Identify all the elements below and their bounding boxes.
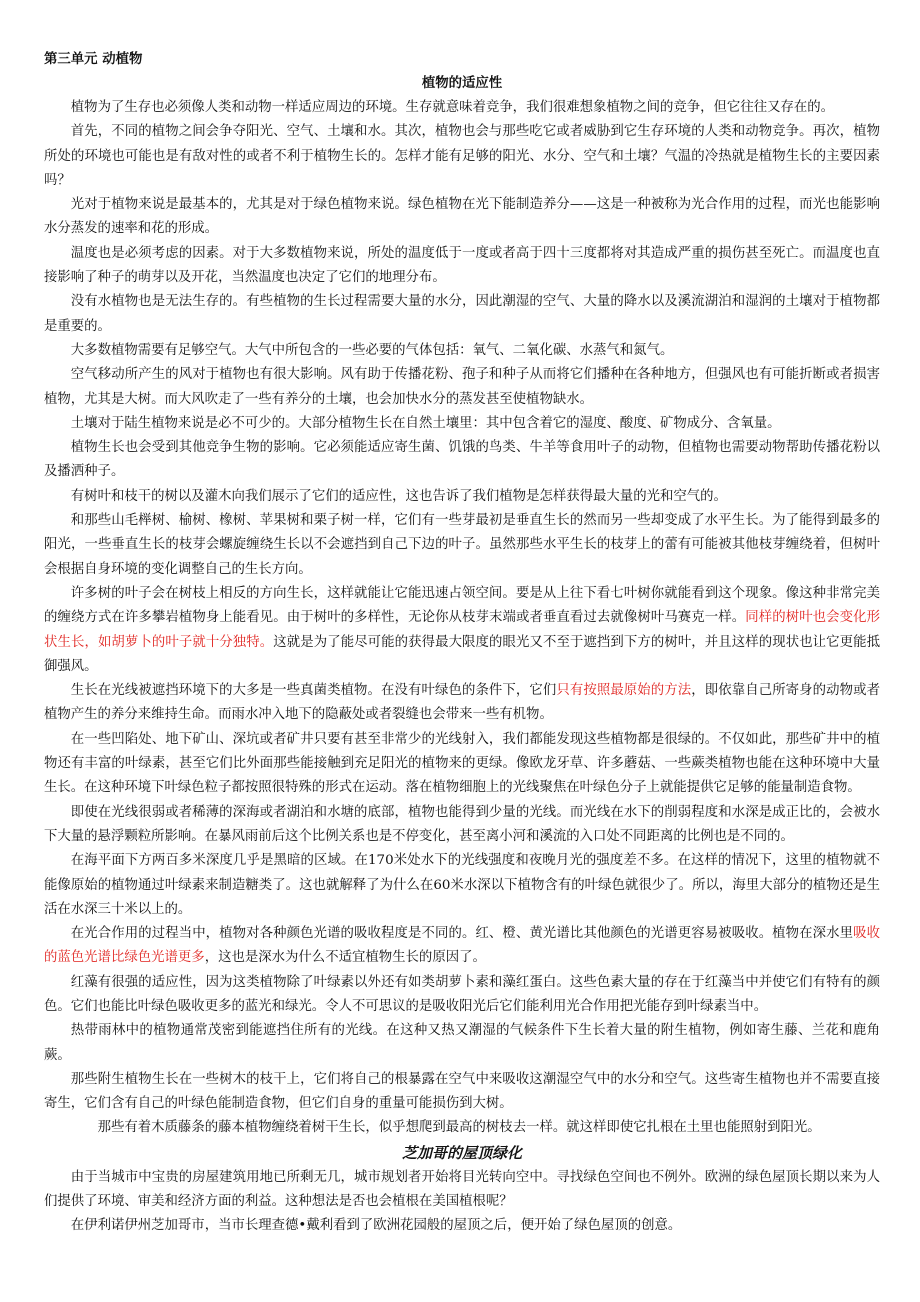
paragraph: 在伊利诺伊州芝加哥市，当市长理查德•戴利看到了欧洲花园般的屋顶之后，便开始了绿色屋顶的创意。 — [70, 1218, 682, 1234]
paragraph-text: ，这也是深水为什么不适宜植物生长的原因了。 — [204, 950, 486, 966]
highlighted-text: 只有按照最原始的方法 — [556, 683, 692, 699]
paragraph-with-highlight — [44, 582, 880, 679]
paragraph-with-highlight — [44, 922, 880, 971]
paragraph-text: 在光合作用的过程当中，植物对各种颜色光谱的吸收程度是不同的。红、橙、黄光谱比其他颜色的光谱更容易被吸收。植物在深水里 — [70, 926, 854, 942]
unit-title: 第三单元 动植物 — [44, 52, 143, 67]
paragraph: 热带雨林中的植物通常茂密到能遮挡住所有的光线。在这种又热又潮湿的气候条件下生长着大量的附生植物，例如寄生藤、兰花和鹿角蕨。 — [44, 1023, 880, 1063]
paragraph: 和那些山毛榉树、榆树、橡树、苹果树和栗子树一样，它们有一些芽最初是垂直生长的然而另一些却变成了水平生长。为了能得到最多的阳光，一些垂直生长的枝芽会螺旋缠绕生长以不会遮挡到自己下边的叶子。虽然那些水平生长的枝芽上的蕾有可能被其他枝芽缠绕着，但树叶会根据自身环境的变化调整自己的生长方向。 — [44, 513, 880, 577]
paragraph: 植物为了生存也必须像人类和动物一样适应周边的环境。生存就意味着竞争，我们很难想象植物之间的竞争，但它往往又存在的。 — [70, 100, 835, 115]
paragraph-text: 许多树的叶子会在树枝上相反的方向生长，这样就能让它能迅速占领空间。要是从上往下看七叶树你就能看到这个现象。像这种非常完美的缠绕方式在许多攀岩植物身上能看见。由于树叶的多样性，无论你从枝芽末端或者垂直看过去就像树叶马赛克一样。 — [44, 585, 880, 626]
paragraph: 红藻有很强的适应性，因为这类植物除了叶绿素以外还有如类胡萝卜素和藻红蛋白。这些色素大量的存在于红藻当中并使它们有特有的颜色。它们也能比叶绿色吸收更多的蓝光和绿光。令人不可思议的是吸收阳光后它们能利用光合作用把光能存到叶绿素当中。 — [44, 974, 880, 1014]
section-title-chicago-green-roofs: 芝加哥的屋顶绿化 — [401, 1143, 522, 1162]
paragraph: 首先，不同的植物之间会争夺阳光、空气、土壤和水。其次，植物也会与那些吃它或者威胁到它生存环境的人类和动物竞争。再次，植物所处的环境也可能也是有敌对性的或者不利于植物生长的。怎样才能有足够的阳光、水分、空气和土壤？气温的冷热就是植物生长的主要因素吗？ — [44, 124, 880, 188]
paragraph: 温度也是必须考虑的因素。对于大多数植物来说，所处的温度低于一度或者高于四十三度都将对其造成严重的损伤甚至死亡。而温度也直接影响了种子的萌芽以及开花，当然温度也决定了它们的地理分布。 — [44, 245, 880, 286]
paragraph: 光对于植物来说是最基本的，尤其是对于绿色植物来说。绿色植物在光下能制造养分——这是一种被称为光合作用的过程，而光也能影响水分蒸发的速率和花的形成。 — [44, 197, 880, 237]
section-title-plant-adaptation: 植物的适应性 — [421, 76, 503, 91]
paragraph: 在海平面下方两百多米深度几乎是黑暗的区域。在170米处水下的光线强度和夜晚月光的强度差不多。在这样的情况下，这里的植物就不能像原始的植物通过叶绿素来制造糖类了。这也就解释了为什么在60米水深以下植物含有的叶绿色就很少了。所以，海里大部分的植物还是生活在水深三十米以上的。 — [44, 853, 880, 917]
paragraph: 没有水植物也是无法生存的。有些植物的生长过程需要大量的水分，因此潮湿的空气、大量的降水以及溪流湖泊和湿润的土壤对于植物都是重要的。 — [44, 294, 880, 334]
paragraph: 土壤对于陆生植物来说是必不可少的。大部分植物生长在自然土壤里：其中包含着它的湿度、酸度、矿物成分、含氧量。 — [70, 415, 781, 431]
paragraph: 大多数植物需要有足够空气。大气中所包含的一些必要的气体包括：氧气、二氧化碳、水蒸气和氮气。 — [70, 342, 674, 358]
paragraph: 那些附生植物生长在一些树木的枝干上，它们将自己的根暴露在空气中来吸收这潮湿空气中的水分和空气。这些寄生植物也并不需要直接寄生，它们含有自己的叶绿色能制造食物，但它们自身的重量可能损伤到大树。 — [44, 1071, 880, 1112]
paragraph-text: 这就是为了能尽可能的获得最大限度的眼光又不至于遮挡到下方的树叶，并且这样的现状也让它更能抵御强风。 — [44, 634, 881, 674]
paragraph: 在一些凹陷处、地下矿山、深坑或者矿井只要有甚至非常少的光线射入，我们都能发现这些植物都是很绿的。不仅如此，那些矿井中的植物还有丰富的叶绿素，甚至它们比外面那些能接触到充足阳光的植物来的更绿。像欧龙牙草、许多蘑菇、一些蕨类植物也能在这种环境中大量生长。在这种环境下叶绿色粒子都按照很特殊的形式在运动。落在植物细胞上的光线聚焦在叶绿色分子上就能提供它足够的能量制造食物。 — [44, 731, 880, 796]
highlighted-text: 吸收的蓝色光谱比绿色光谱更多 — [44, 926, 881, 966]
paragraph: 那些有着木质藤条的藤本植物缠绕着树干生长，似乎想爬到最高的树枝去一样。就这样即使它扎根在土里也能照射到阳光。 — [97, 1120, 821, 1136]
paragraph: 由于当城市中宝贵的房屋建筑用地已所剩无几，城市规划者开始将目光转向空中。寻找绿色空间也不例外。欧洲的绿色屋顶长期以来为人们提供了环境、审美和经济方面的利益。这种想法是否也会植根在美国植根呢？ — [44, 1169, 880, 1210]
paragraph: 有树叶和枝干的树以及灌木向我们展示了它们的适应性，这也告诉了我们植物是怎样获得最大量的光和空气的。 — [70, 488, 727, 504]
paragraph: 空气移动所产生的风对于植物也有很大影响。风有助于传播花粉、孢子和种子从而将它们播种在各种地方，但强风也有可能折断或者损害植物，尤其是大树。而大风吹走了一些有养分的土壤，也会加快水分的蒸发甚至使植物缺水。 — [44, 367, 880, 407]
paragraph-with-highlight — [44, 679, 880, 728]
highlighted-text: 同样的树叶也会变化形状生长，如胡萝卜的叶子就十分独特。 — [44, 610, 881, 650]
paragraph: 植物生长也会受到其他竞争生物的影响。它必须能适应寄生菌、饥饿的鸟类、牛羊等食用叶子的动物，但植物也需要动物帮助传播花粉以及播洒种子。 — [44, 440, 880, 480]
paragraph-text: 生长在光线被遮挡环境下的大多是一些真菌类植物。在没有叶绿色的条件下，它们 — [70, 683, 557, 699]
paragraph: 即使在光线很弱或者稀薄的深海或者湖泊和水塘的底部，植物也能得到少量的光线。而光线在水下的削弱程度和水深是成正比的，会被水下大量的悬浮颗粒所影响。在暴风雨前后这个比例关系也是不停变化，甚至离小河和溪流的入口处不同距离的比例也是不同的。 — [44, 804, 880, 844]
paragraph-text: ，即依靠自己所寄身的动物或者植物产生的养分来维持生命。而雨水冲入地下的隐蔽处或者裂缝也会带来一些有机物。 — [44, 683, 881, 723]
